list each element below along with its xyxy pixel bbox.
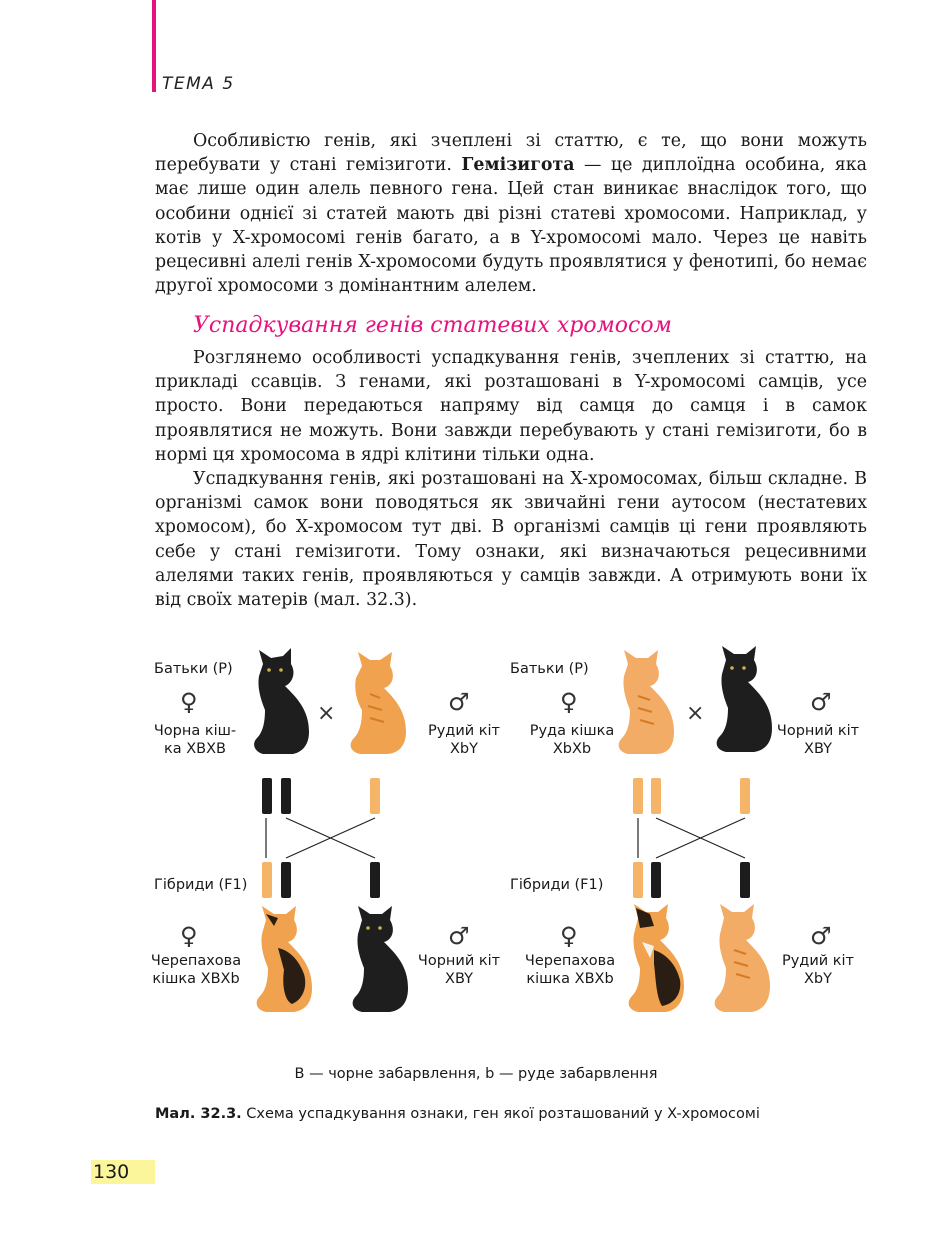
right-parents-label: Батьки (P) xyxy=(510,661,589,677)
accent-bar xyxy=(152,0,156,92)
left-daughter-label-line2: кішка XBXb xyxy=(152,971,240,987)
chromosome-x-dominant xyxy=(370,862,380,898)
orange-cat-icon xyxy=(340,648,416,756)
paragraph-2 xyxy=(155,346,867,467)
chromosome-x-recessive xyxy=(633,778,643,814)
right-son-label-line1: Рудий кіт xyxy=(781,953,855,969)
para3-text: Успадкування генів, які розташовані на X-хромосомах, більш складне. В організмі самок вони поводяться як звичайні гени аутосом (нестатевих хромосом), бо X-хромосом тут дві. В організмі самців ці гени проявляють себе у стані гемізиготи. Тому ознаки, які визначаються рецесивними алелями таких генів, проявляються у самців завжди. А отримують вони їх від своїх матерів (мал. 32.3). xyxy=(155,469,867,611)
male-symbol-icon: ♂ xyxy=(810,688,832,716)
male-symbol-icon: ♂ xyxy=(448,688,470,716)
left-son-label-line1: Чорний кіт xyxy=(417,953,501,969)
right-hybrids-label: Гібриди (F1) xyxy=(510,877,604,893)
chromosome-x-dominant xyxy=(281,778,291,814)
inheritance-figure xyxy=(0,640,952,1100)
chromosome-x-dominant xyxy=(740,862,750,898)
para1-text-start: Особливістю генів, які зчеплені зі статтю, є те, що вони можуть перебувати у стані гемізиготи. xyxy=(155,131,867,176)
theme-header: ТЕМА 5 xyxy=(162,74,235,94)
figure-legend: B — чорне забарвлення, b — руде забарвлення xyxy=(294,1066,658,1082)
female-symbol-icon: ♀ xyxy=(560,922,578,950)
female-symbol-icon: ♀ xyxy=(180,922,198,950)
tortoiseshell-cat-icon xyxy=(248,904,324,1014)
right-son-label-line2: XbY xyxy=(804,971,832,987)
right-son-label xyxy=(772,952,864,988)
left-son-label-line2: XBY xyxy=(445,971,473,987)
chromosome-x-dominant xyxy=(281,862,291,898)
right-daughter-label xyxy=(522,952,618,988)
chromosome-x-recessive xyxy=(262,862,272,898)
cross-symbol: × xyxy=(317,701,336,726)
right-father-label-line1: Чорний кіт xyxy=(776,723,860,739)
caption-text: Схема успадкування ознаки, ген якої розташований у X-хромосомі xyxy=(241,1106,760,1122)
chromosome-x-recessive xyxy=(370,778,380,814)
page-number: 130 xyxy=(91,1160,155,1184)
left-father-label-line1: Рудий кіт xyxy=(427,723,501,739)
female-symbol-icon: ♀ xyxy=(180,688,198,716)
black-cat-icon xyxy=(245,648,321,756)
orange-cat-icon xyxy=(706,902,782,1014)
paragraph-1 xyxy=(155,129,867,298)
left-son-label xyxy=(414,952,504,988)
cross-symbol: × xyxy=(686,701,705,726)
right-father-label-line2: XBY xyxy=(804,741,832,757)
orange-cat-icon xyxy=(610,648,686,756)
caption-label: Мал. 32.3. xyxy=(155,1106,242,1122)
right-mother-label xyxy=(524,722,620,758)
chromosome-x-recessive xyxy=(651,778,661,814)
left-daughter-label-line1: Черепахова xyxy=(150,953,242,969)
tortoiseshell-cat-icon xyxy=(620,902,696,1014)
left-daughter-label xyxy=(148,952,244,988)
right-daughter-label-line2: кішка XBXb xyxy=(526,971,614,987)
figure-caption xyxy=(155,1106,760,1122)
chromosome-x-dominant xyxy=(651,862,661,898)
right-father-label xyxy=(770,722,866,758)
chromosome-x-recessive xyxy=(633,862,643,898)
male-symbol-icon: ♂ xyxy=(448,922,470,950)
left-mother-label-line2: ка XBXB xyxy=(163,741,226,757)
left-father-label xyxy=(414,722,514,758)
section-heading: Успадкування генів статевих хромосом xyxy=(193,313,672,338)
left-father-label-line2: XbY xyxy=(450,741,478,757)
left-mother-label-line1: Чорна кіш- xyxy=(153,723,237,739)
para1-text-end: — це диплоїдна особина, яка має лише один алель певного гена. Цей стан виникає внаслідок того, що особини однієї зі статей мають дві різні статеві хромосоми. Наприклад, у котів у X-хромосомі генів багато, а в Y-хромосомі мало. Через це навіть рецесивні алелі генів X-хромосоми будуть проявлятися у фенотипі, бо немає другої хромосоми з домінантним алелем. xyxy=(155,155,867,297)
right-mother-label-line1: Руда кішка xyxy=(529,723,615,739)
female-symbol-icon: ♀ xyxy=(560,688,578,716)
left-mother-label xyxy=(150,722,240,758)
chromosome-x-recessive xyxy=(740,778,750,814)
paragraph-3 xyxy=(155,467,867,612)
left-parents-label: Батьки (P) xyxy=(154,661,233,677)
male-symbol-icon: ♂ xyxy=(810,922,832,950)
left-hybrids-label: Гібриди (F1) xyxy=(154,877,248,893)
para2-text: Розглянемо особливості успадкування генів, зчеплених зі статтю, на прикладі ссавців. З генами, які розташовані в Y-хромосомі самців, усе просто. Вони передаються напряму від самця до самця і в самок проявлятися не можуть. Вони завжди перебувають у стані гемізиготи, бо в нормі ця хромосома в ядрі клітини тільки одна. xyxy=(155,348,867,465)
black-cat-icon xyxy=(344,904,420,1014)
term-hemizygote: Гемізигота xyxy=(461,155,575,176)
chromosome-x-dominant xyxy=(262,778,272,814)
right-mother-label-line2: XbXb xyxy=(552,741,592,757)
right-daughter-label-line1: Черепахова xyxy=(524,953,616,969)
